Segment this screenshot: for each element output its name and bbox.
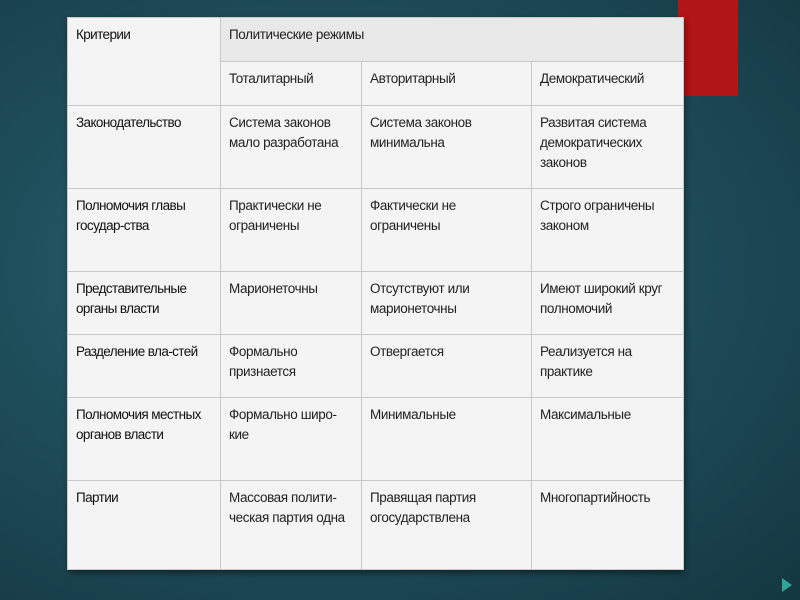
democratic-cell: Имеют широкий круг полномочий	[532, 272, 684, 335]
criterion-cell: Законодательство	[68, 106, 221, 189]
democratic-cell: Развитая система демократических законов	[532, 106, 684, 189]
table-row	[68, 272, 684, 335]
totalitarian-cell: Массовая полити-ческая партия одна	[221, 481, 362, 570]
totalitarian-cell: Марионеточны	[221, 272, 362, 335]
triangle-icon	[782, 578, 792, 592]
criterion-cell: Представительные органы власти	[68, 272, 221, 335]
totalitarian-cell: Формально широ-кие	[221, 398, 362, 481]
regimes-table	[67, 17, 683, 570]
header-authoritarian: Авторитарный	[362, 62, 532, 106]
democratic-cell: Многопартийность	[532, 481, 684, 570]
header-regimes: Политические режимы	[221, 18, 684, 62]
table-row	[68, 335, 684, 398]
table-row	[68, 106, 684, 189]
criterion-cell: Партии	[68, 481, 221, 570]
table-row	[68, 189, 684, 272]
red-accent-block	[678, 0, 738, 96]
authoritarian-cell: Минимальные	[362, 398, 532, 481]
authoritarian-cell: Отсутствуют или марионеточны	[362, 272, 532, 335]
authoritarian-cell: Система законов минимальна	[362, 106, 532, 189]
authoritarian-cell: Правящая партия огосударствлена	[362, 481, 532, 570]
criterion-cell: Разделение вла-стей	[68, 335, 221, 398]
criterion-cell: Полномочия местных органов власти	[68, 398, 221, 481]
header-criteria: Критерии	[68, 18, 221, 106]
democratic-cell: Реализуется на практике	[532, 335, 684, 398]
totalitarian-cell: Формально признается	[221, 335, 362, 398]
header-democratic: Демократический	[532, 62, 684, 106]
democratic-cell: Максимальные	[532, 398, 684, 481]
authoritarian-cell: Отвергается	[362, 335, 532, 398]
totalitarian-cell: Система законов мало разработана	[221, 106, 362, 189]
criterion-cell: Полномочия главы государ-ства	[68, 189, 221, 272]
totalitarian-cell: Практически не ограничены	[221, 189, 362, 272]
header-totalitarian: Тоталитарный	[221, 62, 362, 106]
table-row	[68, 481, 684, 570]
authoritarian-cell: Фактически не ограничены	[362, 189, 532, 272]
table-row	[68, 398, 684, 481]
democratic-cell: Строго ограничены законом	[532, 189, 684, 272]
comparison-table	[67, 17, 684, 570]
